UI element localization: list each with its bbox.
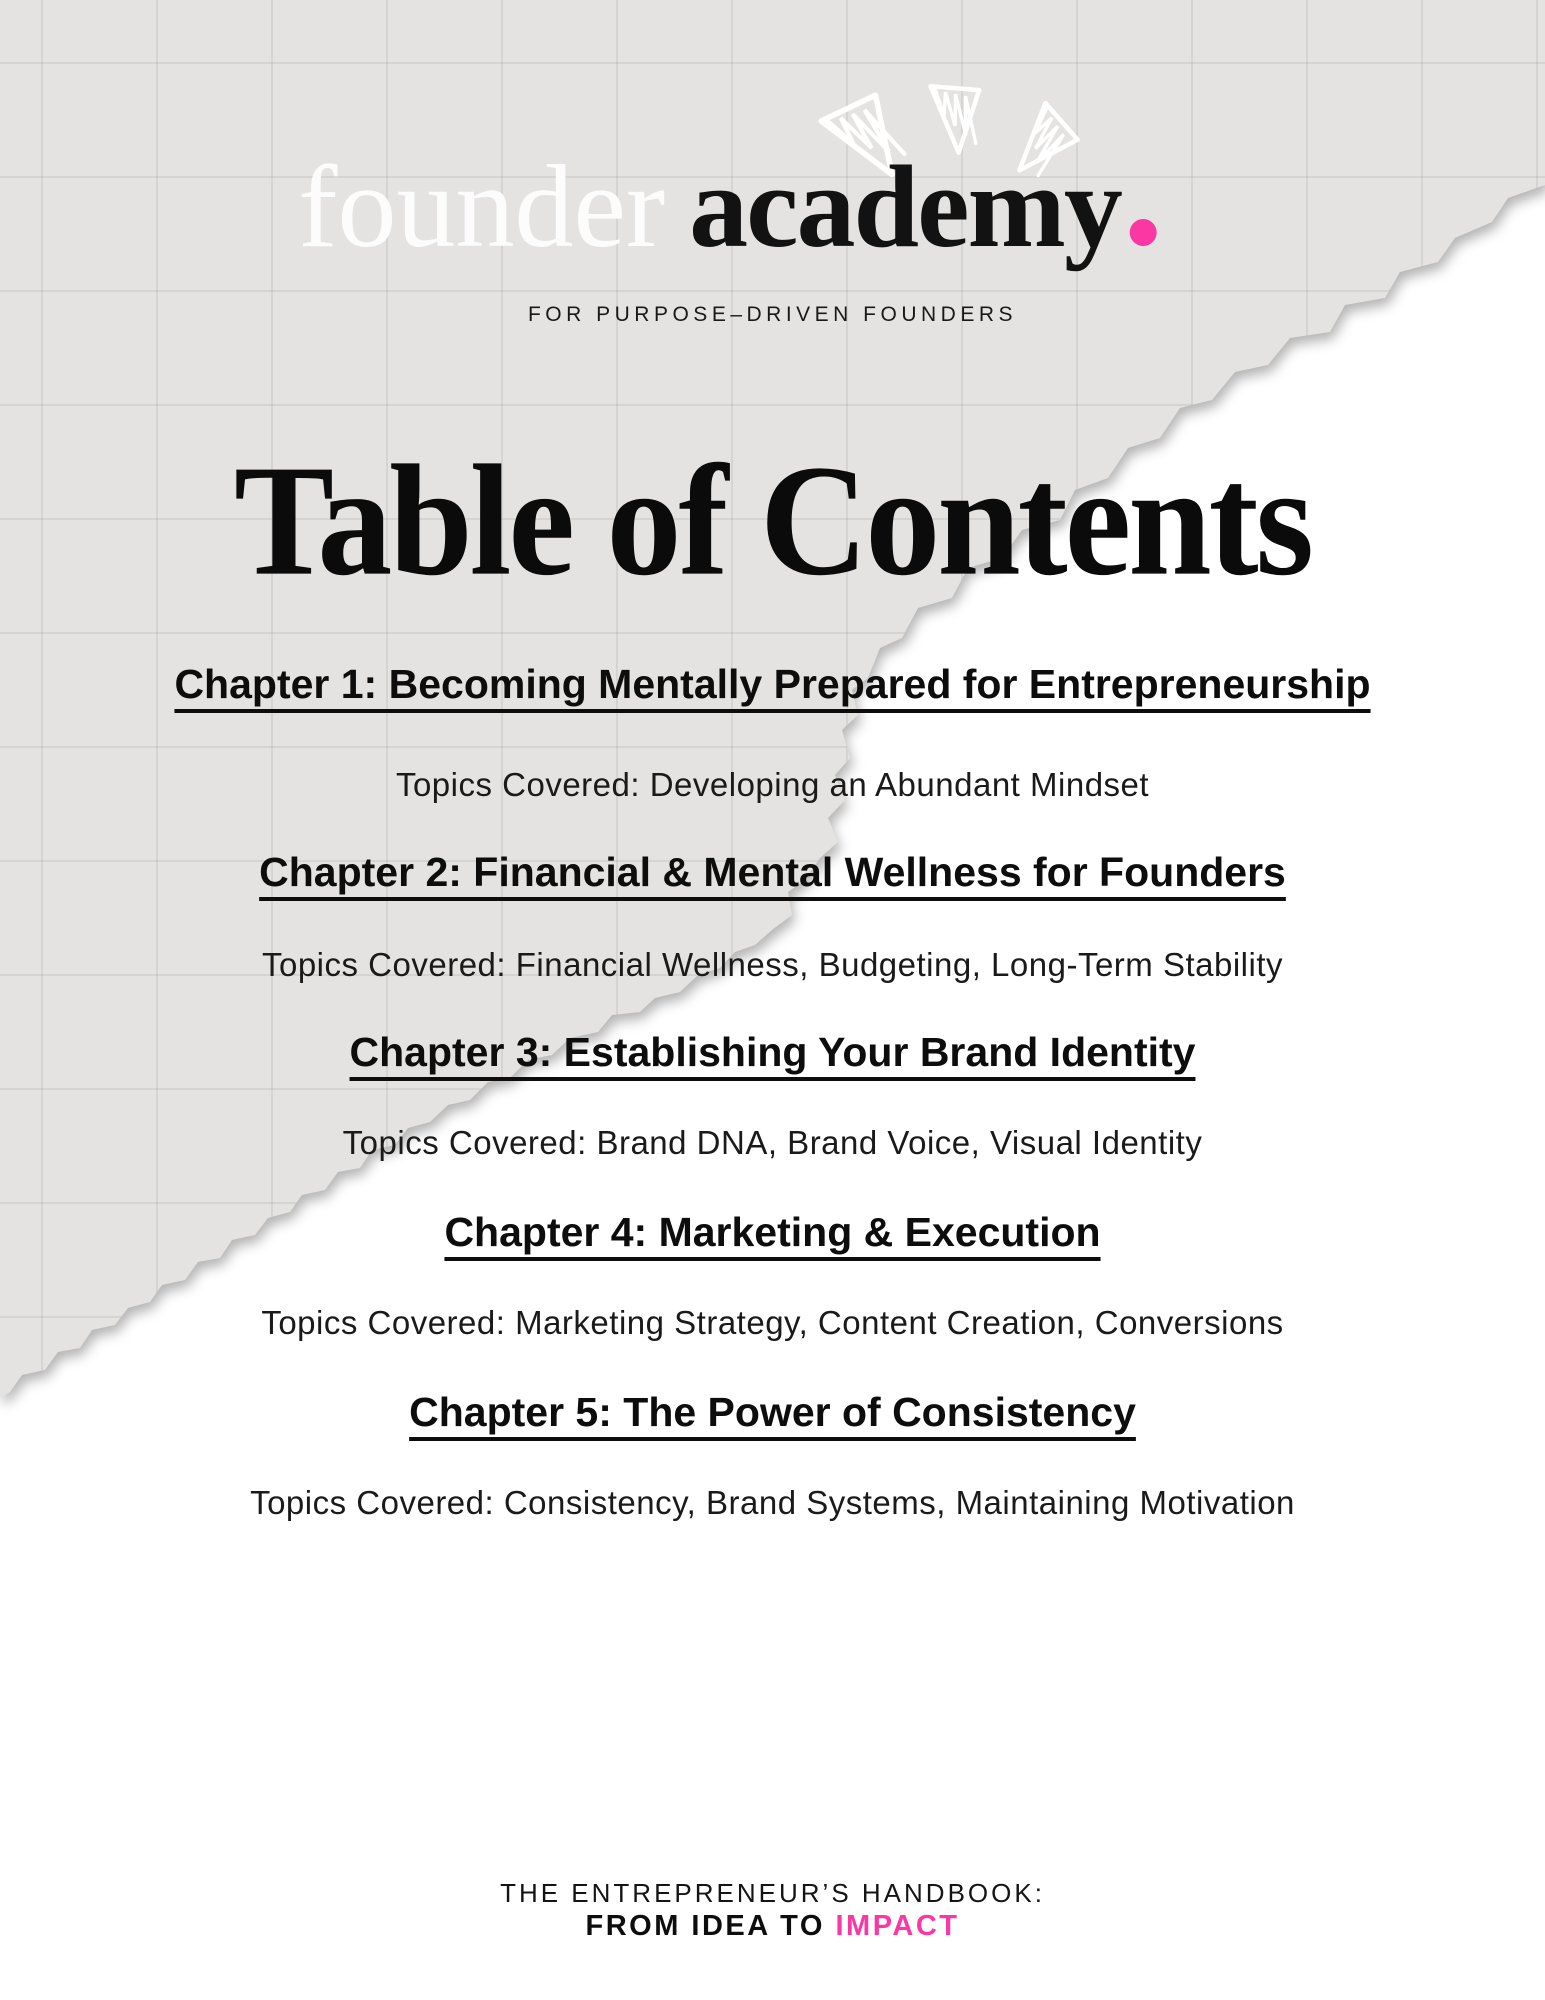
logo [298,136,1157,278]
logo-period-dot [1130,219,1157,246]
footer-handbook-line: THE ENTREPRENEUR’S HANDBOOK: [500,1878,1045,1908]
chapter-4-topics: Topics Covered: Marketing Strategy, Content Creation, Conversions [261,1304,1284,1341]
chapter-1-topics: Topics Covered: Developing an Abundant Mindset [395,766,1150,803]
chapter-2-topics: Topics Covered: Financial Wellness, Budgeting, Long-Term Stability [261,946,1284,983]
chapter-5-topics: Topics Covered: Consistency, Brand Systems, Maintaining Motivation [250,1484,1295,1521]
chapter-2-heading: Chapter 2: Financial & Mental Wellness for Founders [259,849,1286,895]
page-title: Table of Contents [234,432,1311,609]
logo-word-academy: academy [689,141,1121,272]
chapter-3-heading: Chapter 3: Establishing Your Brand Identity [349,1029,1196,1075]
chapter-4-heading: Chapter 4: Marketing & Execution [444,1209,1101,1255]
logo-tagline: FOR PURPOSE–DRIVEN FOUNDERS [527,303,1018,326]
chapter-3-topics: Topics Covered: Brand DNA, Brand Voice, Visual Identity [342,1124,1203,1161]
footer-slogan-prefix: FROM IDEA TO [585,1910,836,1942]
footer-slogan-impact: IMPACT [835,1910,960,1942]
chapter-5-heading: Chapter 5: The Power of Consistency [409,1389,1136,1435]
footer-slogan-line [0,1910,1545,1943]
logo-word-founder: founder [298,141,666,272]
chapter-1-heading: Chapter 1: Becoming Mentally Prepared for Entrepreneurship [174,661,1371,707]
